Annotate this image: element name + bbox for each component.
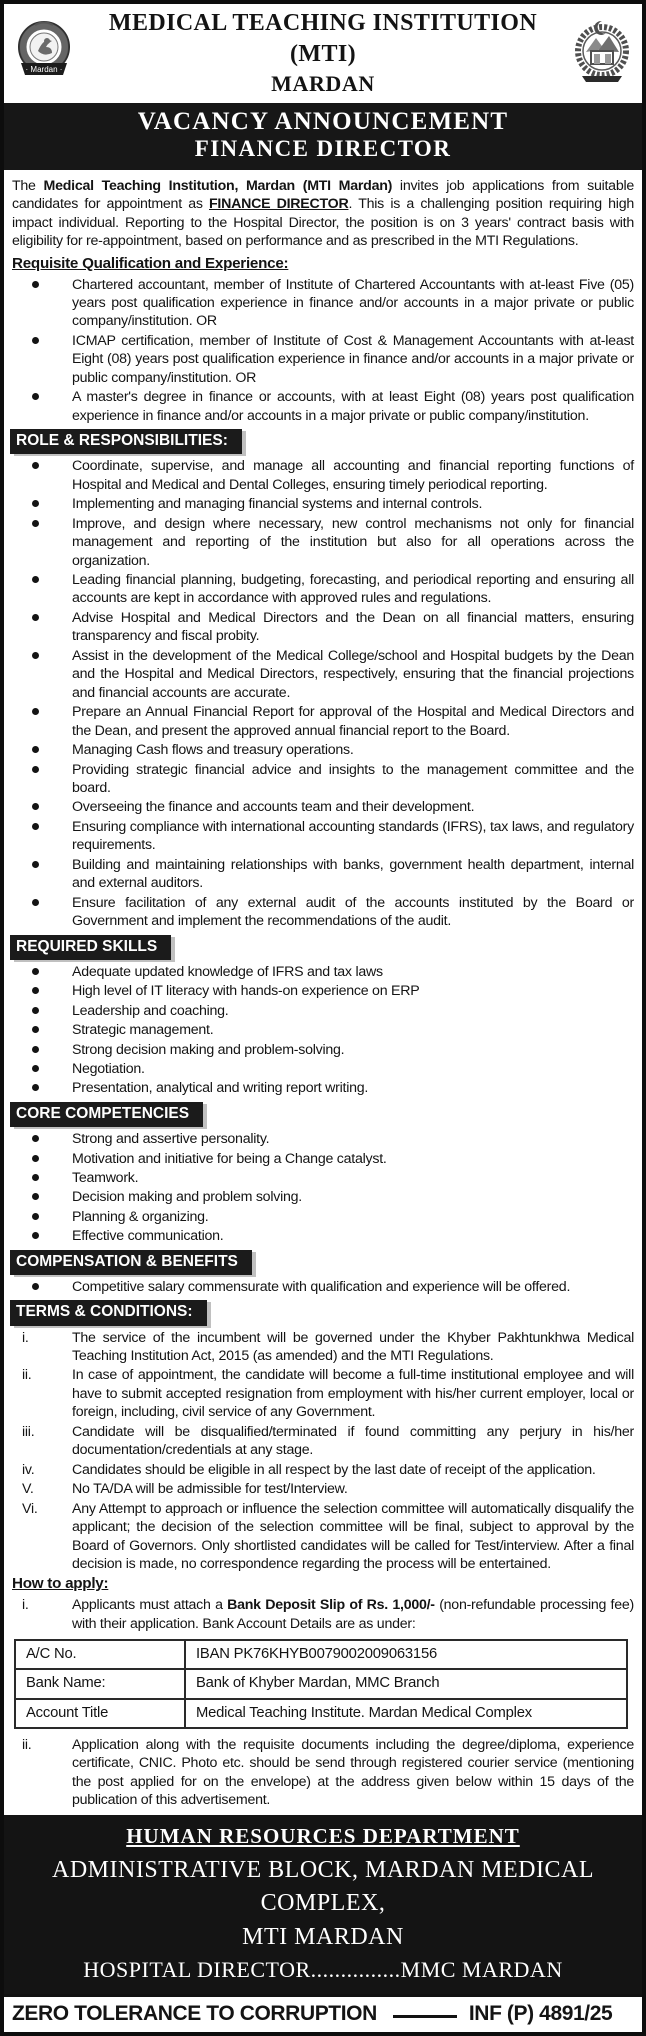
- table-row: [15, 1669, 627, 1698]
- list-item-text: Candidate will be disqualified/terminated if found committing any perjury in his/her documentation/credentials at any stage.: [72, 1423, 634, 1459]
- roles-heading: ROLE & RESPONSIBILITIES:: [10, 429, 242, 454]
- bullet-icon: [32, 899, 39, 906]
- address-line-2: MTI MARDAN: [242, 1923, 404, 1950]
- list-item-text: Advise Hospital and Medical Directors and the Dean on all financial matters, ensuring transparency and fiscal probity.: [72, 609, 634, 645]
- list-item: [12, 1329, 634, 1366]
- institution-title-line1: MEDICAL TEACHING INSTITUTION (MTI): [108, 10, 538, 68]
- bullet-icon: [32, 281, 39, 288]
- mti-mardan-seal-graphic: [13, 19, 75, 87]
- table-cell-label: Account Title: [15, 1699, 185, 1728]
- list-item: [12, 1169, 634, 1187]
- list-marker: [12, 894, 72, 931]
- competencies-list: [12, 1130, 634, 1246]
- list-item-text: Ensure facilitation of any external audit of the accounts instituted by the Board or Government and implement the recommendations of the audit.: [72, 894, 634, 930]
- list-marker: [12, 1041, 72, 1059]
- list-item-text: Leadership and coaching.: [72, 1002, 229, 1019]
- list-item-text: Prepare an Annual Financial Report for approval of the Hospital and Medical Directors and the Dean, and present the approved annual financial report to the Board.: [72, 704, 634, 739]
- hr-department-title: HUMAN RESOURCES DEPARTMENT: [126, 1823, 520, 1848]
- vacancy-banner: [4, 103, 642, 170]
- bullet-icon: [32, 614, 39, 621]
- list-item: [12, 894, 634, 931]
- skills-heading: REQUIRED SKILLS: [10, 935, 171, 960]
- list-item-text: Presentation, analytical and writing report writing.: [72, 1080, 369, 1097]
- list-item: [12, 1079, 634, 1097]
- list-item: [12, 703, 634, 740]
- vacancy-banner-line1: VACANCY ANNOUNCEMENT: [137, 107, 509, 135]
- vacancy-banner-line2: FINANCE DIRECTOR: [194, 135, 452, 161]
- list-item: [12, 1130, 634, 1148]
- list-item-text: High level of IT literacy with hands-on experience on ERP: [72, 983, 420, 1000]
- list-item: [12, 1021, 634, 1039]
- list-marker: [12, 571, 72, 608]
- list-marker: [12, 1002, 72, 1020]
- list-item-text: ICMAP certification, member of Institute of Cost & Management Accountants with at-least Eight (08) years post qualification experience in finance and/or accounts in a major private or public company/institution. OR: [72, 332, 634, 386]
- list-item: [12, 741, 634, 759]
- terms-list: [12, 1329, 634, 1574]
- list-marker: [12, 982, 72, 1000]
- list-item-text: Candidates should be eligible in all respect by the last date of receipt of the application.: [72, 1461, 596, 1478]
- table-cell-value: IBAN PK76KHYB0079002009063156: [185, 1640, 627, 1669]
- list-item: [12, 1480, 634, 1498]
- list-item: [12, 457, 634, 494]
- bullet-icon: [32, 1026, 39, 1033]
- list-marker: i.: [22, 1329, 29, 1346]
- list-item: [12, 1041, 634, 1059]
- list-marker: [12, 515, 72, 570]
- list-marker: [12, 856, 72, 893]
- list-marker: [12, 1021, 72, 1039]
- list-marker: [12, 798, 72, 816]
- list-item: [12, 1060, 634, 1078]
- bullet-icon: [32, 500, 39, 507]
- roles-list: [12, 457, 634, 930]
- seal-banner-text: · Mardan ·: [25, 65, 63, 75]
- footer: [4, 1815, 642, 1995]
- list-item: [12, 1208, 634, 1226]
- list-marker: [12, 1169, 72, 1187]
- list-marker: [12, 1079, 72, 1097]
- list-item: [12, 798, 634, 816]
- text-segment: . This is a challenging position requiring high impact individual. Reporting to the Hospital Director, the position is on 3 years' contract basis with eligibility for re-appointment, based on performance and as prescribed in the MTI Regulations.: [12, 196, 634, 250]
- list-item: [12, 761, 634, 798]
- list-item-text: Leading financial planning, budgeting, forecasting, and periodical reporting and ensuring all accounts are kept in accordance with approved rules and regulations.: [72, 572, 634, 607]
- list-item-text: Adequate updated knowledge of IFRS and tax laws: [72, 963, 383, 980]
- bullet-icon: [32, 823, 39, 830]
- list-marker: [12, 1188, 72, 1206]
- bullet-icon: [32, 652, 39, 659]
- bullet-icon: [32, 708, 39, 715]
- list-item: [12, 647, 634, 702]
- bank-account-table: [14, 1639, 628, 1729]
- table-cell-label: A/C No.: [15, 1640, 185, 1669]
- bullet-icon: [32, 1065, 39, 1072]
- list-item-text: Chartered accountant, member of Institute of Chartered Accountants with at-least Five (05) years post qualification experience in finance and/or accounts in a major private or public company/institution. OR: [72, 276, 634, 330]
- skills-list: [12, 963, 634, 1098]
- list-marker: [12, 1227, 72, 1245]
- list-item: [12, 1150, 634, 1168]
- kp-emblem-graphic: [572, 18, 632, 88]
- bullet-icon: [32, 1232, 39, 1239]
- list-item-text: Application along with the requisite documents including the degree/diploma, experience certificate, CNIC. Photo etc. should be send through registered courier service (mentioning the post applied for on the envelope) at the address given below within 15 days of the publication of this advertisement.: [72, 1736, 634, 1809]
- list-marker: [12, 963, 72, 981]
- list-item-text: No TA/DA will be admissible for test/Interview.: [72, 1481, 348, 1498]
- bullet-icon: [32, 1135, 39, 1142]
- list-item-text: In case of appointment, the candidate will become a full-time institutional employee and will have to submit accepted resignation from employment with his/her current employer, local or foreign, including, civil service of any Government.: [72, 1367, 634, 1421]
- list-marker: [12, 495, 72, 513]
- address-line-1: ADMINISTRATIVE BLOCK, MARDAN MEDICAL COMPLEX,: [52, 1856, 594, 1917]
- how-to-apply-heading: How to apply:: [12, 1575, 109, 1593]
- list-item-text: Any Attempt to approach or influence the selection committee will automatically disqualify the applicant; the decision of the selection committee will be final, subject to approval by the Board of Governors. Only shortlisted candidates will be called for Test/interview. After a final decision is made, no correspondence regarding the process will be entertained.: [72, 1500, 634, 1572]
- bullet-icon: [32, 1084, 39, 1091]
- list-marker: [12, 388, 72, 425]
- compensation-list: [12, 1278, 634, 1296]
- list-item-text: Decision making and problem solving.: [72, 1189, 302, 1206]
- text-segment: (non-refundable processing fee) with their application. Bank Account Details are as under:: [72, 1597, 634, 1632]
- how-to-apply-item-1: [12, 1596, 634, 1633]
- text-segment: Medical Teaching Institution, Mardan (MTI Mardan): [43, 177, 393, 194]
- list-item: [12, 1278, 634, 1296]
- header: [4, 4, 642, 103]
- institution-title-line2: MARDAN: [271, 71, 375, 97]
- list-marker: iv.: [22, 1461, 35, 1478]
- list-item-text: The service of the incumbent will be governed under the Khyber Pakhtunkhwa Medical Teaching Institution Act, 2015 (as amended) and the MTI Regulations.: [72, 1329, 634, 1364]
- list-item: [12, 515, 634, 570]
- list-item-text: Effective communication.: [72, 1228, 224, 1245]
- table-cell-label: Bank Name:: [15, 1669, 185, 1698]
- qualification-list: [12, 276, 634, 426]
- list-item-text: Implementing and managing financial systems and internal controls.: [72, 496, 483, 513]
- list-item-text: Strong and assertive personality.: [72, 1131, 270, 1148]
- table-row: [15, 1640, 627, 1669]
- list-marker: [12, 609, 72, 646]
- list-item: [12, 571, 634, 608]
- list-item-text: Negotiation.: [72, 1061, 145, 1078]
- text-segment: Applicants must attach a: [72, 1597, 228, 1614]
- list-item: [12, 818, 634, 855]
- list-item: [12, 1500, 634, 1574]
- bullet-icon: [32, 1213, 39, 1220]
- list-item: [12, 1002, 634, 1020]
- list-marker: [12, 457, 72, 494]
- text-segment: The: [12, 177, 44, 194]
- list-item-text: Strategic management.: [72, 1022, 214, 1039]
- list-item: [12, 276, 634, 331]
- hospital-director-line: HOSPITAL DIRECTOR...............MMC MARDAN: [83, 1957, 563, 1983]
- list-item-text: Ensuring compliance with international accounting standards (IFRS), tax laws, and regulatory requirements.: [72, 818, 634, 854]
- kp-government-emblem-icon: [570, 18, 634, 88]
- list-item-text: Assist in the development of the Medical College/school and Hospital budgets by the Dean and the Hospital and Medical Directors, respectively, ensuring that the financial projections and financial accounts are accurate.: [72, 647, 634, 701]
- terms-heading: TERMS & CONDITIONS:: [10, 1300, 207, 1325]
- list-item: [12, 1188, 634, 1206]
- list-item-text: Planning & organizing.: [72, 1208, 209, 1225]
- list-item-text: Managing Cash flows and treasury operations.: [72, 742, 354, 759]
- inf-reference-number: INF (P) 4891/25: [468, 2002, 613, 2026]
- list-item: [12, 1227, 634, 1245]
- bullet-icon: [32, 803, 39, 810]
- bullet-icon: [32, 746, 39, 753]
- bullet-icon: [32, 1174, 39, 1181]
- institution-title: [76, 8, 570, 99]
- bullet-icon: [32, 861, 39, 868]
- bullet-icon: [32, 1007, 39, 1014]
- list-marker: [12, 1060, 72, 1078]
- list-item-text: Overseeing the finance and accounts team and their development.: [72, 799, 475, 816]
- list-item: [12, 332, 634, 387]
- list-item: [12, 982, 634, 1000]
- bullet-icon: [32, 1046, 39, 1053]
- bottom-strip: [4, 1994, 642, 2032]
- table-cell-value: Bank of Khyber Mardan, MMC Branch: [185, 1669, 627, 1698]
- list-marker: [12, 647, 72, 702]
- list-marker: i.: [22, 1597, 29, 1614]
- mti-mardan-seal-icon: [12, 19, 76, 87]
- list-item: [12, 495, 634, 513]
- list-marker: ii.: [22, 1736, 32, 1753]
- list-marker: Vi.: [22, 1500, 38, 1517]
- list-item-text: A master's degree in finance or accounts, with at least Eight (08) years post qualification experience in finance and/or accounts in a major private or public company/institution.: [72, 389, 634, 424]
- zero-tolerance-slogan: ZERO TOLERANCE TO CORRUPTION: [12, 2002, 377, 2026]
- list-item-text: Strong decision making and problem-solving.: [72, 1041, 345, 1058]
- competencies-heading: CORE COMPETENCIES: [10, 1102, 203, 1127]
- list-marker: [12, 703, 72, 740]
- bullet-icon: [32, 1283, 39, 1290]
- list-item-text: Building and maintaining relationships with banks, government health department, internal and external auditors.: [72, 856, 634, 892]
- list-marker: ii.: [22, 1367, 32, 1384]
- list-item-text: Competitive salary commensurate with qualification and experience will be offered.: [72, 1278, 571, 1295]
- list-item-text: Coordinate, supervise, and manage all accounting and financial reporting functions of Hospital and Medical and Dental Colleges, ensuring timely periodical reporting.: [72, 458, 634, 493]
- text-segment: Bank Deposit Slip of Rs. 1,000/-: [227, 1597, 435, 1614]
- list-marker: [12, 818, 72, 855]
- list-item: [12, 388, 634, 425]
- compensation-heading: COMPENSATION & BENEFITS: [10, 1250, 252, 1275]
- list-item-text: Teamwork.: [72, 1169, 139, 1186]
- list-marker: [12, 332, 72, 387]
- list-marker: [12, 761, 72, 798]
- list-item: [12, 1423, 634, 1460]
- list-item-text: [72, 1596, 634, 1633]
- list-item-text: Providing strategic financial advice and insights to the management committee and the board.: [72, 761, 634, 796]
- text-segment: invites job applications from suitable candidates for appointment as: [12, 177, 635, 213]
- list-marker: V.: [22, 1481, 34, 1498]
- table-row: [15, 1699, 627, 1728]
- bullet-icon: [32, 987, 39, 994]
- bullet-icon: [32, 1155, 39, 1162]
- bullet-icon: [32, 520, 39, 527]
- bullet-icon: [32, 968, 39, 975]
- list-marker: [12, 741, 72, 759]
- list-marker: [12, 276, 72, 331]
- list-marker: [12, 1208, 72, 1226]
- list-item: [12, 609, 634, 646]
- list-item: [12, 1461, 634, 1479]
- list-item: [12, 963, 634, 981]
- bullet-icon: [32, 766, 39, 773]
- list-marker: iii.: [22, 1423, 35, 1440]
- list-marker: [12, 1150, 72, 1168]
- bullet-icon: [32, 393, 39, 400]
- text-segment: FINANCE DIRECTOR: [209, 196, 349, 213]
- how-to-apply-item-2: [12, 1736, 634, 1810]
- bullet-icon: [32, 1193, 39, 1200]
- list-item: [12, 856, 634, 893]
- bullet-icon: [32, 576, 39, 583]
- list-marker: [12, 1278, 72, 1296]
- table-cell-value: Medical Teaching Institute. Mardan Medical Complex: [185, 1699, 627, 1728]
- bullet-icon: [32, 337, 39, 344]
- bullet-icon: [32, 462, 39, 469]
- list-item-text: Improve, and design where necessary, new control mechanisms not only for financial management and reporting of the institution but also for all operations across the organization.: [72, 515, 634, 569]
- list-item-text: Motivation and initiative for being a Change catalyst.: [72, 1150, 387, 1167]
- list-item: [12, 1366, 634, 1421]
- advertisement-body: [4, 170, 642, 1815]
- divider-rule: [393, 2015, 457, 2018]
- intro-paragraph: [12, 177, 634, 251]
- list-marker: [12, 1130, 72, 1148]
- qualification-heading: Requisite Qualification and Experience:: [12, 254, 289, 272]
